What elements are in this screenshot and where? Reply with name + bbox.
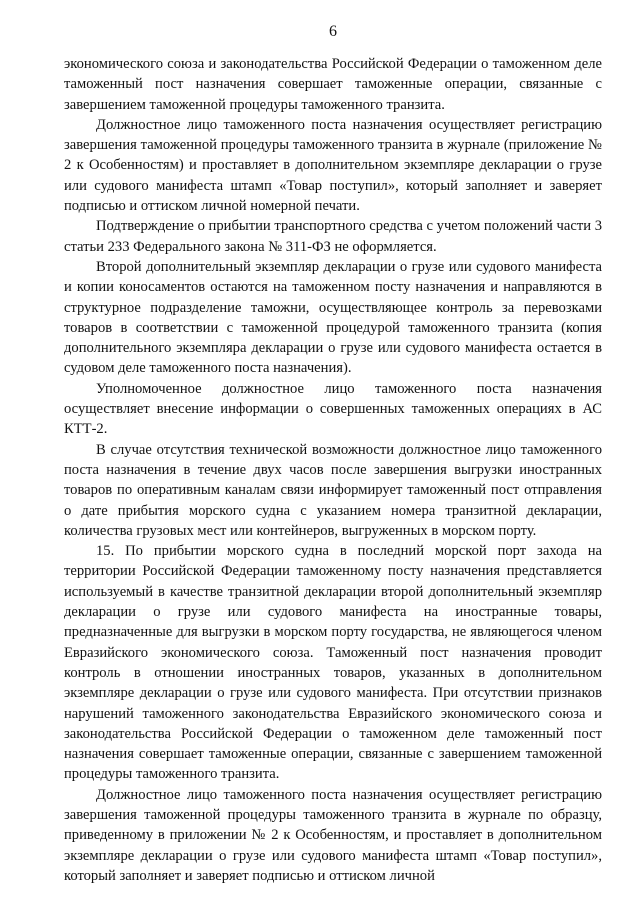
paragraph-continuation: экономического союза и законодательства Российской Федерации о таможенном деле таможенный пост назначения совершает таможенные операции, связанные с завершением таможенной процедуры таможенного транзита. [64, 56, 602, 113]
paragraph-item-15: 15. По прибытии морского судна в последний морской порт захода на территории Российской Федерации таможенному посту назначения представляется используемый в качестве транзитной декларации второй дополнительный экземпляр декларации о грузе или судового манифеста на иностранные товары, предназначенные для выгрузки в морском порту государства, не являющегося членом Евразийского экономического союза. Таможенный пост назначения проводит контроль в отношении иностранных товаров, указанных в дополнительном экземпляре декларации о грузе или судового манифеста. При отсутствии признаков нарушений таможенного законодательства Евразийского экономического союза и законодательства Российской Федерации о таможенном деле таможенный пост назначения совершает таможенные операции, связанные с завершением таможенной процедуры таможенного транзита. [64, 543, 602, 783]
paragraph-as-ktt: Уполномоченное должностное лицо таможенного поста назначения осуществляет внесение информации о совершенных таможенных операциях в АС КТТ-2. [64, 380, 602, 438]
paragraph-registration: Должностное лицо таможенного поста назначения осуществляет регистрацию завершения таможенной процедуры таможенного транзита в журнале (приложение № 2 к Особенностям) и проставляет в дополнительном экземпляре декларации о грузе или судового манифеста штамп «Товар поступил», который заполняет и заверяет подписью и оттиском личной номерной печати. [64, 116, 602, 215]
paragraph-second-copy: Второй дополнительный экземпляр декларации о грузе или судового манифеста и копии коносаментов остаются на таможенном посту назначения и направляются в структурное подразделение таможни, осуществляющее контроль за перевозками товаров в соответствии с таможенной процедурой таможенного транзита (копия дополнительного экземпляра декларации о грузе или судового манифеста остается в судовом деле таможенного поста назначения). [64, 258, 602, 377]
paragraph-arrival-confirmation: Подтверждение о прибытии транспортного средства с учетом положений части 3 статьи 233 Федерального закона № 311-ФЗ не оформляется. [64, 218, 602, 255]
document-page [64, 22, 602, 886]
paragraph-registration-journal: Должностное лицо таможенного поста назначения осуществляет регистрацию завершения таможенной процедуры таможенного транзита в журнале по образцу, приведенному в приложении № 2 к Особенностям, и проставляет в дополнительном экземпляре декларации о грузе или судового манифеста штамп «Товар поступил», который заполняет и заверяет подписью и оттиском личной [64, 786, 602, 884]
paragraph-no-technical-possibility: В случае отсутствия технической возможности должностное лицо таможенного поста назначения в течение двух часов после завершения выгрузки иностранных товаров по оперативным каналам связи информирует таможенный пост отправления о дате прибытия морского судна с указанием номера транзитной декларации, количества грузовых мест или контейнеров, выгруженных в морском порту. [64, 441, 602, 539]
page-number: 6 [329, 23, 337, 40]
